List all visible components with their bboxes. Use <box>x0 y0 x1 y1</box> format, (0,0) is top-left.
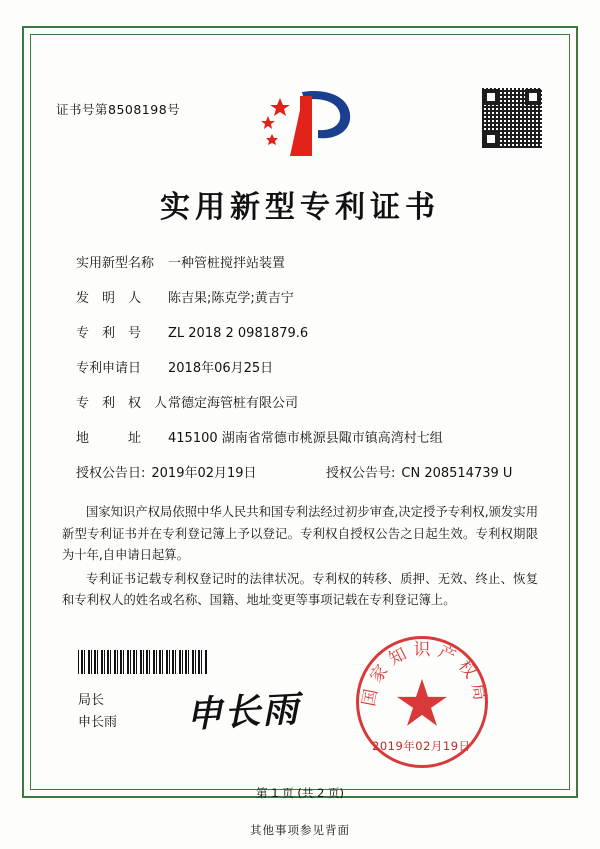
field-label: 地 址 <box>76 431 142 446</box>
field-application-date <box>76 357 526 376</box>
director-title-label: 局长 <box>78 693 105 708</box>
page-number: 第 1 页 (共 2 页) <box>256 786 344 800</box>
grant-number-label: 授权公告号: <box>326 466 396 481</box>
field-value: 常德定海管桩有限公司 <box>168 396 299 411</box>
certificate-number: 证书号第8508198号 <box>56 102 181 117</box>
seal-date: 2019年02月19日 <box>372 739 471 753</box>
grant-date-label: 授权公告日: <box>76 466 146 481</box>
page-title: 实用新型专利证书 <box>160 190 440 225</box>
fields-list <box>76 252 526 497</box>
field-label: 发 明 人 <box>76 291 142 306</box>
field-label: 实用新型名称 <box>76 256 155 271</box>
director-block <box>78 690 117 734</box>
field-label: 专利申请日 <box>76 361 142 376</box>
grant-number-value: CN 208514739 U <box>401 466 513 481</box>
legal-text-block <box>62 502 538 614</box>
field-value: 415100 湖南省常德市桃源县陬市镇高湾村七组 <box>168 431 443 446</box>
field-patentee <box>76 392 526 411</box>
legal-paragraph-2: 专利证书记载专利权登记时的法律状况。专利权的转移、质押、无效、终止、恢复和专利权人的姓名或名称、国籍、地址变更等事项记载在专利登记簿上。 <box>62 571 538 608</box>
director-name-label: 申长雨 <box>78 715 118 731</box>
barcode-icon <box>78 650 208 674</box>
grant-date-value: 2019年02月19日 <box>151 466 257 481</box>
field-patent-number <box>76 322 526 341</box>
cnipa-logo-icon <box>256 86 356 160</box>
field-value: 2018年06月25日 <box>168 361 274 376</box>
qr-code-icon <box>482 88 542 148</box>
field-inventor <box>76 287 526 306</box>
field-label: 专 利 号 <box>76 326 142 341</box>
svg-text:国家知识产权局: 国家知识产权局 <box>359 640 491 708</box>
field-utility-model-name <box>76 252 526 271</box>
footer-note: 其他事项参见背面 <box>250 823 350 837</box>
director-signature: 申长雨 <box>185 688 302 736</box>
grant-info-row <box>76 462 526 481</box>
field-value: 陈吉果;陈克学;黄吉宁 <box>168 291 294 306</box>
field-value: 一种管桩搅拌站装置 <box>168 256 286 271</box>
field-value: ZL 2018 2 0981879.6 <box>168 326 309 341</box>
field-label: 专 利 权 人 <box>76 396 168 411</box>
field-address <box>76 427 526 446</box>
seal-star-icon <box>394 673 450 729</box>
legal-paragraph-1: 国家知识产权局依照中华人民共和国专利法经过初步审查,决定授予专利权,颁发实用新型专利证书并在专利登记簿上予以登记。专利权自授权公告之日起生效。专利权期限为十年,自申请日起算。 <box>62 505 538 563</box>
